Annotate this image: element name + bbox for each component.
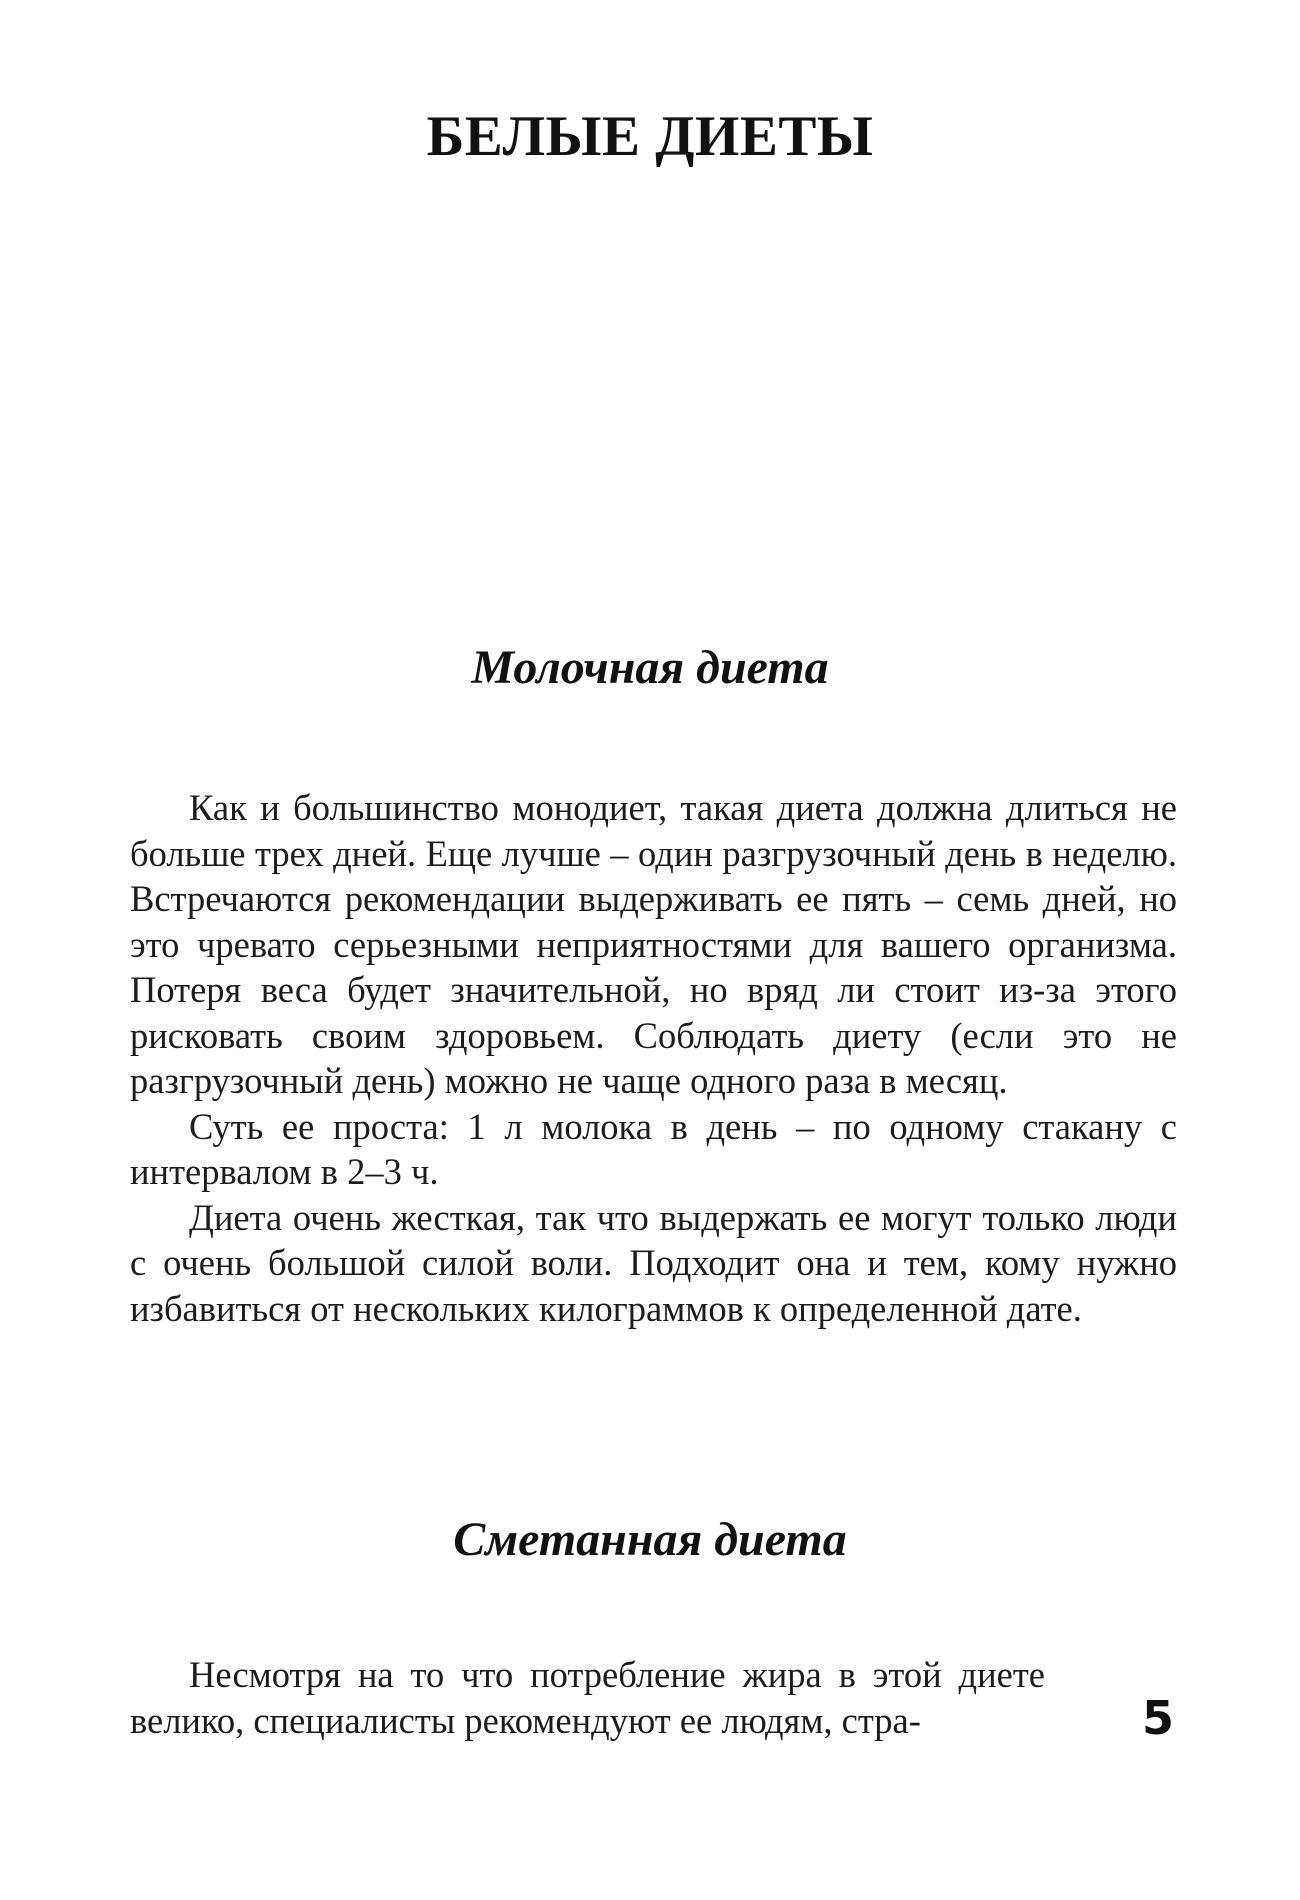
section-heading-sour-cream-diet: Сметанная диета — [453, 1513, 847, 1566]
paragraph: Несмотря на то что потребление жира в этой диете велико, специалисты рекомендуют ее людям, стра- — [130, 1654, 1045, 1741]
section-body-milk-diet — [130, 785, 1177, 1331]
page-number: 5 — [1142, 1691, 1175, 1745]
paragraph: Суть ее проста: 1 л молока в день – по одному стакану с интервалом в 2–3 ч. — [130, 1105, 1177, 1192]
paragraph: Диета очень жесткая, так что выдержать ее могут только люди с очень большой силой воли. Подходит она и тем, кому нужно избавиться от нескольких килограммов к определенной дате. — [130, 1196, 1177, 1329]
chapter-title: БЕЛЫЕ ДИЕТЫ — [426, 105, 874, 168]
section-body-sour-cream-diet — [130, 1652, 1045, 1743]
paragraph: Как и большинство монодиет, такая диета должна длиться не больше трех дней. Еще лучше – один разгрузочный день в неделю. Встречаются рекомендации выдерживать ее пять – семь дней, но это чревато серьезными неприятностями для вашего организма. Потеря веса будет значительной, но вряд ли стоит из-за этого рисковать своим здоровьем. Соблюдать диету (если это не разгрузочный день) можно не чаще одного раза в месяц. — [130, 787, 1177, 1101]
section-heading-milk-diet: Молочная диета — [471, 641, 829, 694]
